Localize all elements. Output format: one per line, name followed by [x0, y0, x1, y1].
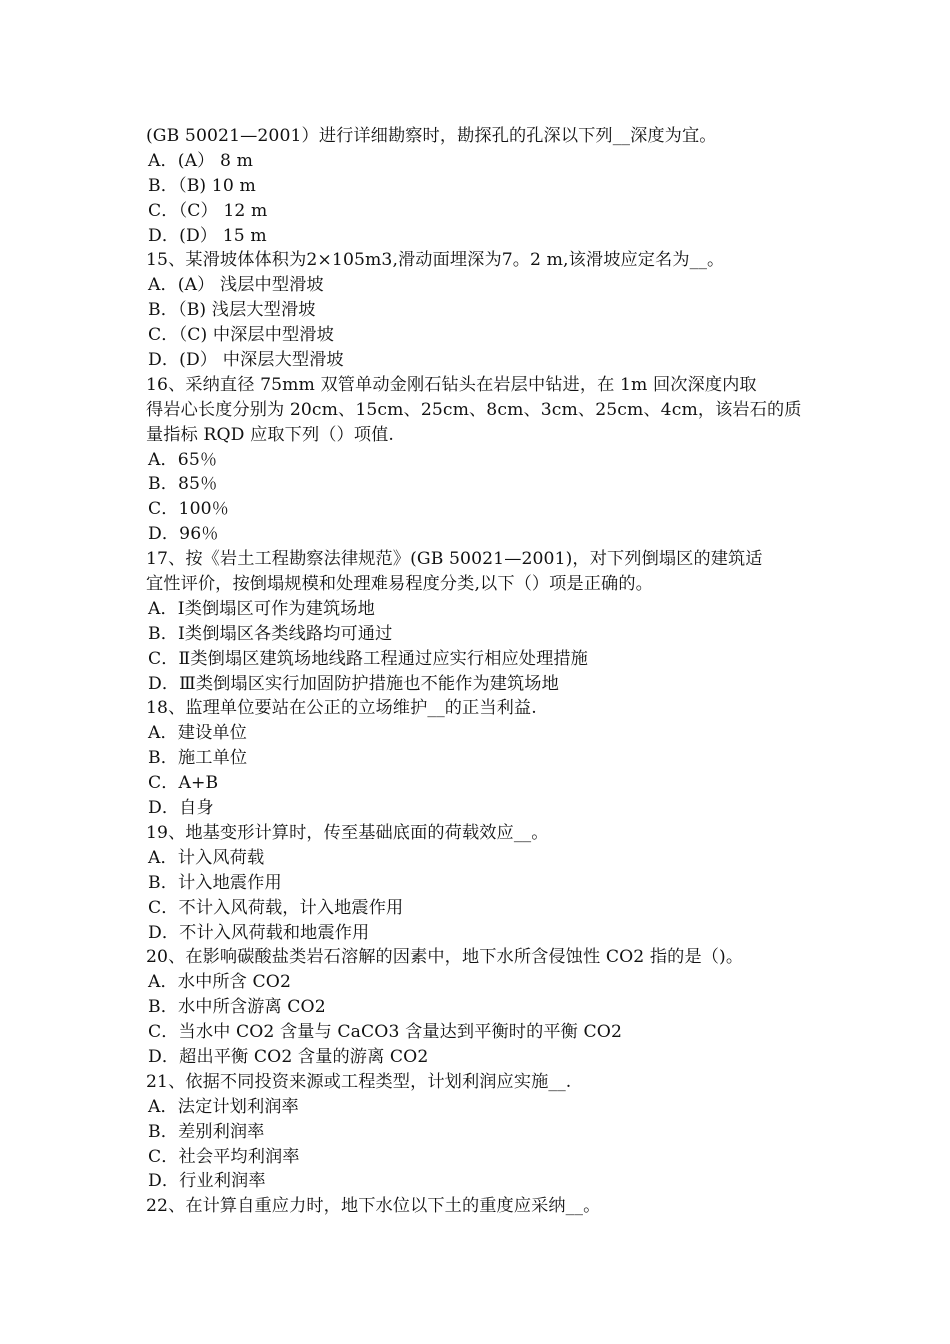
answer-option: A．水中所含 CO2 [148, 972, 291, 993]
answer-option: A．Ⅰ类倒塌区可作为建筑场地 [148, 598, 375, 619]
answer-option: B．85％ [148, 474, 218, 495]
question-text-line: 宜性评价，按倒塌规模和处理难易程度分类,以下（）项是正确的。 [146, 574, 653, 595]
answer-option: D．超出平衡 CO2 含量的游离 CO2 [148, 1046, 429, 1067]
answer-option: D．(D） 中深层大型滑坡 [148, 350, 344, 371]
answer-option: C．当水中 CO2 含量与 CaCO3 含量达到平衡时的平衡 CO2 [148, 1022, 622, 1043]
answer-option: C．不计入风荷载，计入地震作用 [148, 897, 404, 918]
answer-option: A．建设单位 [148, 723, 247, 744]
answer-option: A．法定计划利润率 [148, 1096, 299, 1117]
answer-option: C．社会平均利润率 [148, 1146, 300, 1167]
answer-option: D．自身 [148, 798, 214, 819]
question-text-line: 16、采纳直径 75mm 双管单动金刚石钻头在岩层中钻进，在 1m 回次深度内取 [146, 374, 757, 395]
answer-option: B．差别利润率 [148, 1121, 265, 1142]
answer-option: D．不计入风荷载和地震作用 [148, 922, 370, 943]
answer-option: C．A+B [148, 773, 219, 794]
question-text-line: 20、在影响碳酸盐类岩石溶解的因素中，地下水所含侵蚀性 CO2 指的是（)。 [146, 947, 744, 968]
answer-option: A．计入风荷载 [148, 847, 265, 868]
question-text-line: 21、依据不同投资来源或工程类型，计划利润应实施__. [146, 1071, 572, 1092]
question-text-line: 18、监理单位要站在公正的立场维护__的正当利益. [146, 698, 537, 719]
answer-option: C．（C） 12 m [148, 200, 268, 221]
answer-option: A．(A） 浅层中型滑坡 [148, 275, 324, 296]
question-text-line: 17、按《岩土工程勘察法律规范》(GB 50021—2001)，对下列倒塌区的建筑适 [146, 549, 763, 570]
question-text-line: 22、在计算自重应力时，地下水位以下土的重度应采纳__。 [146, 1196, 601, 1217]
question-text-line: 量指标 RQD 应取下列（）项值. [146, 424, 394, 445]
answer-option: D．(D） 15 m [148, 225, 267, 246]
question-text-line: (GB 50021—2001）进行详细勘察时，勘探孔的孔深以下列__深度为宜。 [146, 126, 717, 146]
answer-option: A．(A） 8 m [148, 150, 253, 171]
answer-option: D．96％ [148, 524, 219, 545]
answer-option: D．Ⅲ类倒塌区实行加固防护措施也不能作为建筑场地 [148, 673, 559, 694]
answer-option: B．（B) 10 m [148, 175, 256, 196]
question-list [146, 124, 810, 1219]
question-text-line: 得岩心长度分别为 20cm、15cm、25cm、8cm、3cm、25cm、4cm，该岩石的质 [146, 399, 802, 420]
answer-option: A．65％ [148, 449, 218, 470]
answer-option: C．（C) 中深层中型滑坡 [148, 325, 334, 346]
answer-option: B．施工单位 [148, 748, 248, 769]
question-text-line: 15、某滑坡体体积为2×105m3,滑动面埋深为7。2 m,该滑坡应定名为__。 [146, 250, 725, 271]
answer-option: B．Ⅰ类倒塌区各类线路均可通过 [148, 623, 393, 644]
answer-option: B．（B) 浅层大型滑坡 [148, 300, 316, 321]
question-text-line: 19、地基变形计算时，传至基础底面的荷载效应__。 [146, 822, 549, 843]
answer-option: C．100％ [148, 499, 229, 520]
answer-option: D．行业利润率 [148, 1171, 266, 1192]
answer-option: B．水中所含游离 CO2 [148, 997, 326, 1018]
answer-option: C．Ⅱ类倒塌区建筑场地线路工程通过应实行相应处理措施 [148, 648, 588, 669]
answer-option: B．计入地震作用 [148, 872, 282, 893]
